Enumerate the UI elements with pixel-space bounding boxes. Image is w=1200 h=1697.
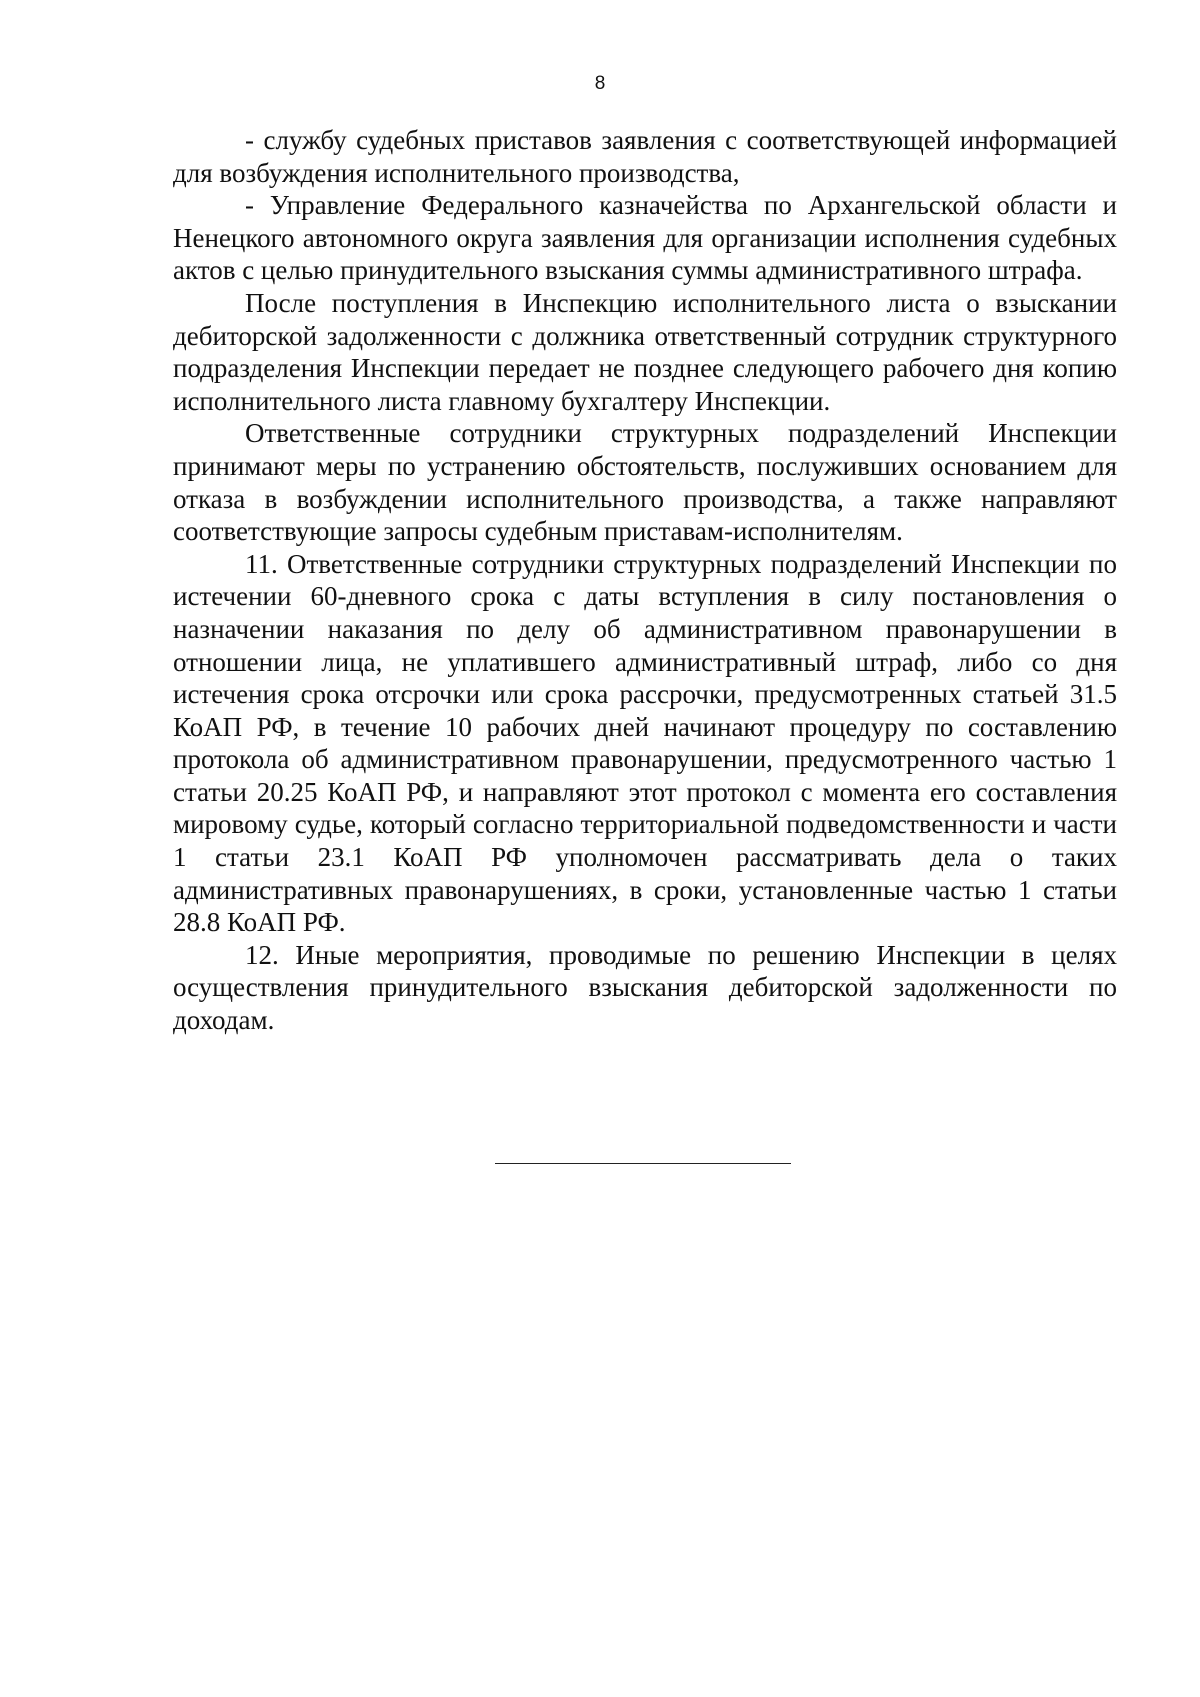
paragraph-writ-receipt: После поступления в Инспекцию исполнительного листа о взыскании дебиторской задолженности с должника ответственный сотрудник структурного подразделения Инспекции передает не позднее следующего рабочего дня копию исполнительного листа главному бухгалтеру Инспекции. [173, 287, 1117, 416]
document-body [173, 124, 1117, 1037]
paragraph-item-11: 11. Ответственные сотрудники структурных подразделений Инспекции по истечении 60-дневного срока с даты вступления в силу постановления о назначении наказания по делу об административном правонарушении в отношении лица, не уплатившего административный штраф, либо со дня истечения срока отсрочки или срока рассрочки, предусмотренных статьей 31.5 КоАП РФ, в течение 10 рабочих дней начинают процедуру по составлению протокола об административном правонарушении, предусмотренного частью 1 статьи 20.25 КоАП РФ, и направляют этот протокол с момента его составления мировому судье, который согласно территориальной подведомственности и части 1 статьи 23.1 КоАП РФ уполномочен рассматривать дела о таких административных правонарушениях, в сроки, установленные частью 1 статьи 28.8 КоАП РФ. [173, 548, 1117, 938]
end-of-document-rule [495, 1163, 791, 1164]
paragraph-responsible-staff-measures: Ответственные сотрудники структурных подразделений Инспекции принимают меры по устранению обстоятельств, послуживших основанием для отказа в возбуждении исполнительного производства, а также направляют соответствующие запросы судебным приставам-исполнителям. [173, 418, 1117, 547]
paragraph-item-12: 12. Иные мероприятия, проводимые по решению Инспекции в целях осуществления принудительного взыскания дебиторской задолженности по доходам. [173, 939, 1117, 1036]
paragraph-bailiff-service: - службу судебных приставов заявления с соответствующей информацией для возбуждения исполнительного производства, [173, 125, 1117, 188]
paragraph-treasury-department: - Управление Федерального казначейства по Архангельской области и Ненецкого автономного округа заявления для организации исполнения судебных актов с целью принудительного взыскания суммы административного штрафа. [173, 190, 1117, 286]
page-number: 8 [594, 73, 606, 94]
